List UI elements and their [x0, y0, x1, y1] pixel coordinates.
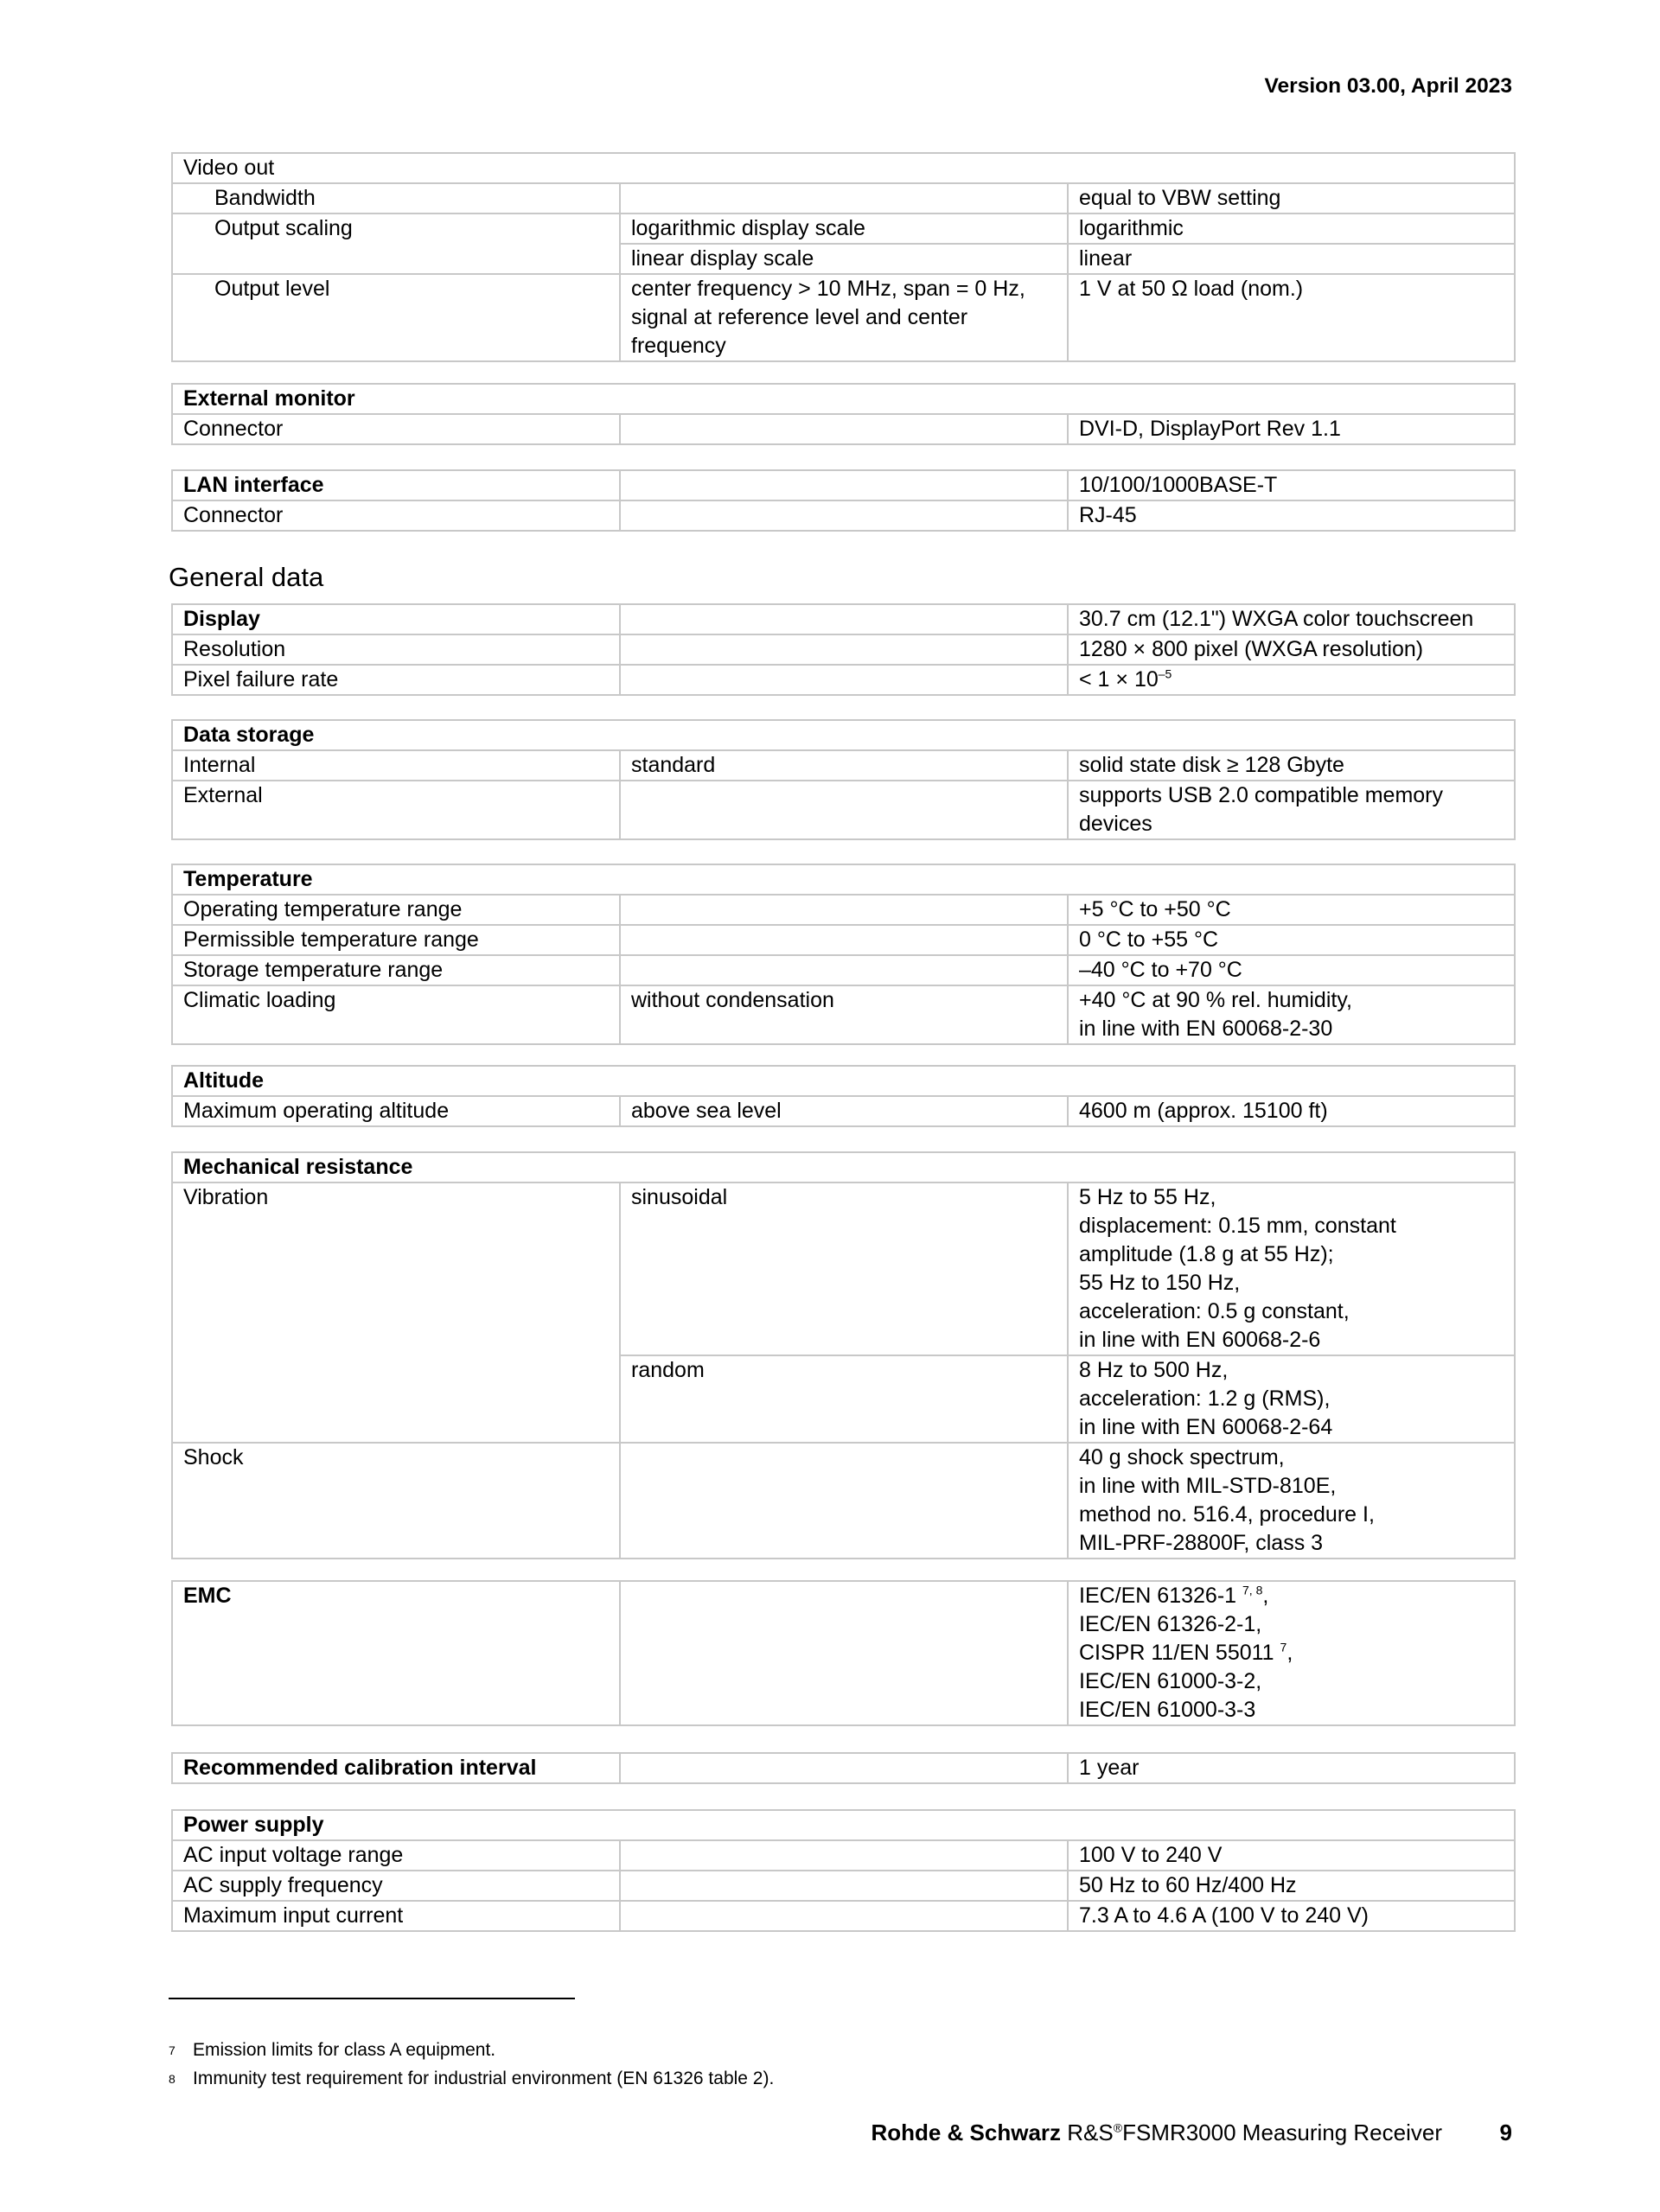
empty-cell	[620, 955, 1068, 985]
footer-product: FSMR3000 Measuring Receiver	[1122, 2120, 1442, 2145]
table-row	[172, 1096, 1515, 1126]
ac-frequency-label: AC supply frequency	[172, 1871, 620, 1901]
empty-cell	[620, 1581, 1068, 1725]
temperature-table	[171, 864, 1516, 1045]
shock-value: 40 g shock spectrum, in line with MIL-STD-810E, method no. 516.4, procedure I, MIL-PRF-28800F, class 3	[1068, 1443, 1515, 1559]
shock-label: Shock	[172, 1443, 620, 1559]
lan-interface-value: 10/100/1000BASE-T	[1068, 470, 1515, 500]
output-level-label: Output level	[172, 274, 620, 361]
pixel-failure-value	[1068, 665, 1515, 695]
internal-value: solid state disk ≥ 128 Gbyte	[1068, 750, 1515, 781]
altitude-table	[171, 1065, 1516, 1127]
altitude-condition: above sea level	[620, 1096, 1068, 1126]
bandwidth-label: Bandwidth	[172, 183, 620, 214]
footnote-ref: 7	[1280, 1640, 1287, 1654]
emc-line: IEC/EN 61000-3-3	[1079, 1698, 1256, 1722]
table-row	[172, 781, 1515, 839]
max-current-value: 7.3 A to 4.6 A (100 V to 240 V)	[1068, 1901, 1515, 1931]
empty-cell	[620, 925, 1068, 955]
table-row	[172, 470, 1515, 500]
display-title: Display	[172, 604, 620, 634]
sinusoidal-value: 5 Hz to 55 Hz, displacement: 0.15 mm, constant amplitude (1.8 g at 55 Hz); 55 Hz to 150 Hz, acceleration: 0.5 g constant, in line with EN 60068-2-6	[1068, 1182, 1515, 1355]
mechanical-title: Mechanical resistance	[172, 1152, 1515, 1182]
footnote-text: Emission limits for class A equipment.	[193, 2040, 496, 2060]
power-supply-title: Power supply	[172, 1810, 1515, 1840]
storage-temp-label: Storage temperature range	[172, 955, 620, 985]
empty-cell	[620, 1443, 1068, 1559]
emc-value	[1068, 1581, 1515, 1725]
footnote-number: 8	[169, 2072, 176, 2086]
display-value: 30.7 cm (12.1") WXGA color touchscreen	[1068, 604, 1515, 634]
calibration-table	[171, 1752, 1516, 1784]
output-scaling-value: linear	[1068, 244, 1515, 274]
table-row	[172, 214, 1515, 244]
power-supply-table	[171, 1809, 1516, 1932]
page-footer	[0, 2120, 1660, 2154]
footnote-number: 7	[169, 2043, 176, 2057]
footer-brand	[871, 2120, 1442, 2146]
table-row	[172, 604, 1515, 634]
storage-temp-value: –40 °C to +70 °C	[1068, 955, 1515, 985]
table-row	[172, 720, 1515, 750]
ac-frequency-value: 50 Hz to 60 Hz/400 Hz	[1068, 1871, 1515, 1901]
calibration-title: Recommended calibration interval	[172, 1753, 620, 1783]
emc-line: CISPR 11/EN 55011	[1079, 1641, 1274, 1665]
climatic-condition: without condensation	[620, 985, 1068, 1044]
output-scaling-condition: linear display scale	[620, 244, 1068, 274]
random-value: 8 Hz to 500 Hz, acceleration: 1.2 g (RMS), in line with EN 60068-2-64	[1068, 1355, 1515, 1443]
resolution-value: 1280 × 800 pixel (WXGA resolution)	[1068, 634, 1515, 665]
footer-company: Rohde & Schwarz	[871, 2120, 1062, 2145]
table-row	[172, 1066, 1515, 1096]
table-row	[172, 1840, 1515, 1871]
emc-line-tail: ,	[1262, 1584, 1269, 1608]
section-title: General data	[169, 562, 324, 592]
bandwidth-condition	[620, 183, 1068, 214]
table-row	[172, 665, 1515, 695]
table-row	[172, 1581, 1515, 1725]
internal-label: Internal	[172, 750, 620, 781]
external-monitor-table	[171, 383, 1516, 445]
footnote-text: Immunity test requirement for industrial environment (EN 61326 table 2).	[193, 2069, 775, 2088]
table-row	[172, 1810, 1515, 1840]
external-condition	[620, 781, 1068, 839]
empty-cell	[620, 665, 1068, 695]
page-number: 9	[1499, 2120, 1512, 2145]
table-row	[172, 274, 1515, 361]
external-value: supports USB 2.0 compatible memory devices	[1068, 781, 1515, 839]
output-scaling-label: Output scaling	[172, 214, 620, 274]
mechanical-table	[171, 1151, 1516, 1559]
emc-line-tail: ,	[1286, 1641, 1293, 1665]
bandwidth-value: equal to VBW setting	[1068, 183, 1515, 214]
connector-value: RJ-45	[1068, 500, 1515, 531]
output-scaling-value: logarithmic	[1068, 214, 1515, 244]
registered-mark: ®	[1113, 2120, 1123, 2135]
table-row	[172, 864, 1515, 895]
empty-cell	[620, 1901, 1068, 1931]
calibration-value: 1 year	[1068, 1753, 1515, 1783]
table-row	[172, 384, 1515, 414]
table-row	[172, 925, 1515, 955]
connector-value: DVI-D, DisplayPort Rev 1.1	[1068, 414, 1515, 444]
permissible-temp-value: 0 °C to +55 °C	[1068, 925, 1515, 955]
footnote-ref: 7, 8	[1242, 1583, 1263, 1597]
operating-temp-value: +5 °C to +50 °C	[1068, 895, 1515, 925]
table-row	[172, 955, 1515, 985]
operating-temp-label: Operating temperature range	[172, 895, 620, 925]
table-row	[172, 500, 1515, 531]
data-storage-table	[171, 719, 1516, 840]
permissible-temp-label: Permissible temperature range	[172, 925, 620, 955]
table-row	[172, 750, 1515, 781]
empty-cell	[620, 634, 1068, 665]
internal-condition: standard	[620, 750, 1068, 781]
connector-label: Connector	[172, 500, 620, 531]
connector-condition	[620, 414, 1068, 444]
output-scaling-condition: logarithmic display scale	[620, 214, 1068, 244]
climatic-label: Climatic loading	[172, 985, 620, 1044]
empty-cell	[620, 604, 1068, 634]
video-out-table	[171, 152, 1516, 362]
climatic-value: +40 °C at 90 % rel. humidity, in line with EN 60068-2-30	[1068, 985, 1515, 1044]
emc-line: IEC/EN 61326-1	[1079, 1584, 1237, 1608]
table-row	[172, 414, 1515, 444]
emc-line: IEC/EN 61000-3-2,	[1079, 1669, 1262, 1693]
version-header: Version 03.00, April 2023	[1264, 74, 1512, 98]
footnote	[169, 2038, 495, 2062]
output-level-value: 1 V at 50 Ω load (nom.)	[1068, 274, 1515, 361]
table-row	[172, 895, 1515, 925]
random-condition: random	[620, 1355, 1068, 1443]
altitude-label: Maximum operating altitude	[172, 1096, 620, 1126]
footer-rs: R&S	[1067, 2120, 1114, 2145]
external-monitor-title: External monitor	[172, 384, 1515, 414]
pixel-failure-label: Pixel failure rate	[172, 665, 620, 695]
empty-cell	[620, 470, 1068, 500]
table-row	[172, 985, 1515, 1044]
empty-cell	[620, 895, 1068, 925]
display-table	[171, 603, 1516, 696]
empty-cell	[620, 1871, 1068, 1901]
sinusoidal-condition: sinusoidal	[620, 1182, 1068, 1355]
table-row	[172, 1871, 1515, 1901]
empty-cell	[620, 1840, 1068, 1871]
altitude-value: 4600 m (approx. 15100 ft)	[1068, 1096, 1515, 1126]
lan-interface-title: LAN interface	[172, 470, 620, 500]
footnote	[169, 2067, 774, 2091]
table-row	[172, 1182, 1515, 1355]
empty-cell	[620, 500, 1068, 531]
ac-voltage-label: AC input voltage range	[172, 1840, 620, 1871]
emc-title: EMC	[172, 1581, 620, 1725]
external-label: External	[172, 781, 620, 839]
connector-label: Connector	[172, 414, 620, 444]
table-row	[172, 183, 1515, 214]
temperature-title: Temperature	[172, 864, 1515, 895]
pixel-failure-exponent: –5	[1158, 666, 1172, 681]
table-row	[172, 634, 1515, 665]
table-row	[172, 1753, 1515, 1783]
pixel-failure-base: < 1 × 10	[1079, 667, 1159, 692]
resolution-label: Resolution	[172, 634, 620, 665]
table-row	[172, 1901, 1515, 1931]
table-row	[172, 153, 1515, 183]
emc-line: IEC/EN 61326-2-1,	[1079, 1612, 1262, 1636]
altitude-title: Altitude	[172, 1066, 1515, 1096]
emc-table	[171, 1580, 1516, 1726]
lan-interface-table	[171, 469, 1516, 532]
table-row	[172, 1443, 1515, 1559]
video-out-title: Video out	[172, 153, 1515, 183]
footnote-divider	[169, 1998, 575, 1999]
data-storage-title: Data storage	[172, 720, 1515, 750]
output-level-condition: center frequency > 10 MHz, span = 0 Hz, signal at reference level and center frequency	[620, 274, 1068, 361]
empty-cell	[620, 1753, 1068, 1783]
max-current-label: Maximum input current	[172, 1901, 620, 1931]
ac-voltage-value: 100 V to 240 V	[1068, 1840, 1515, 1871]
table-row	[172, 1152, 1515, 1182]
vibration-label: Vibration	[172, 1182, 620, 1443]
